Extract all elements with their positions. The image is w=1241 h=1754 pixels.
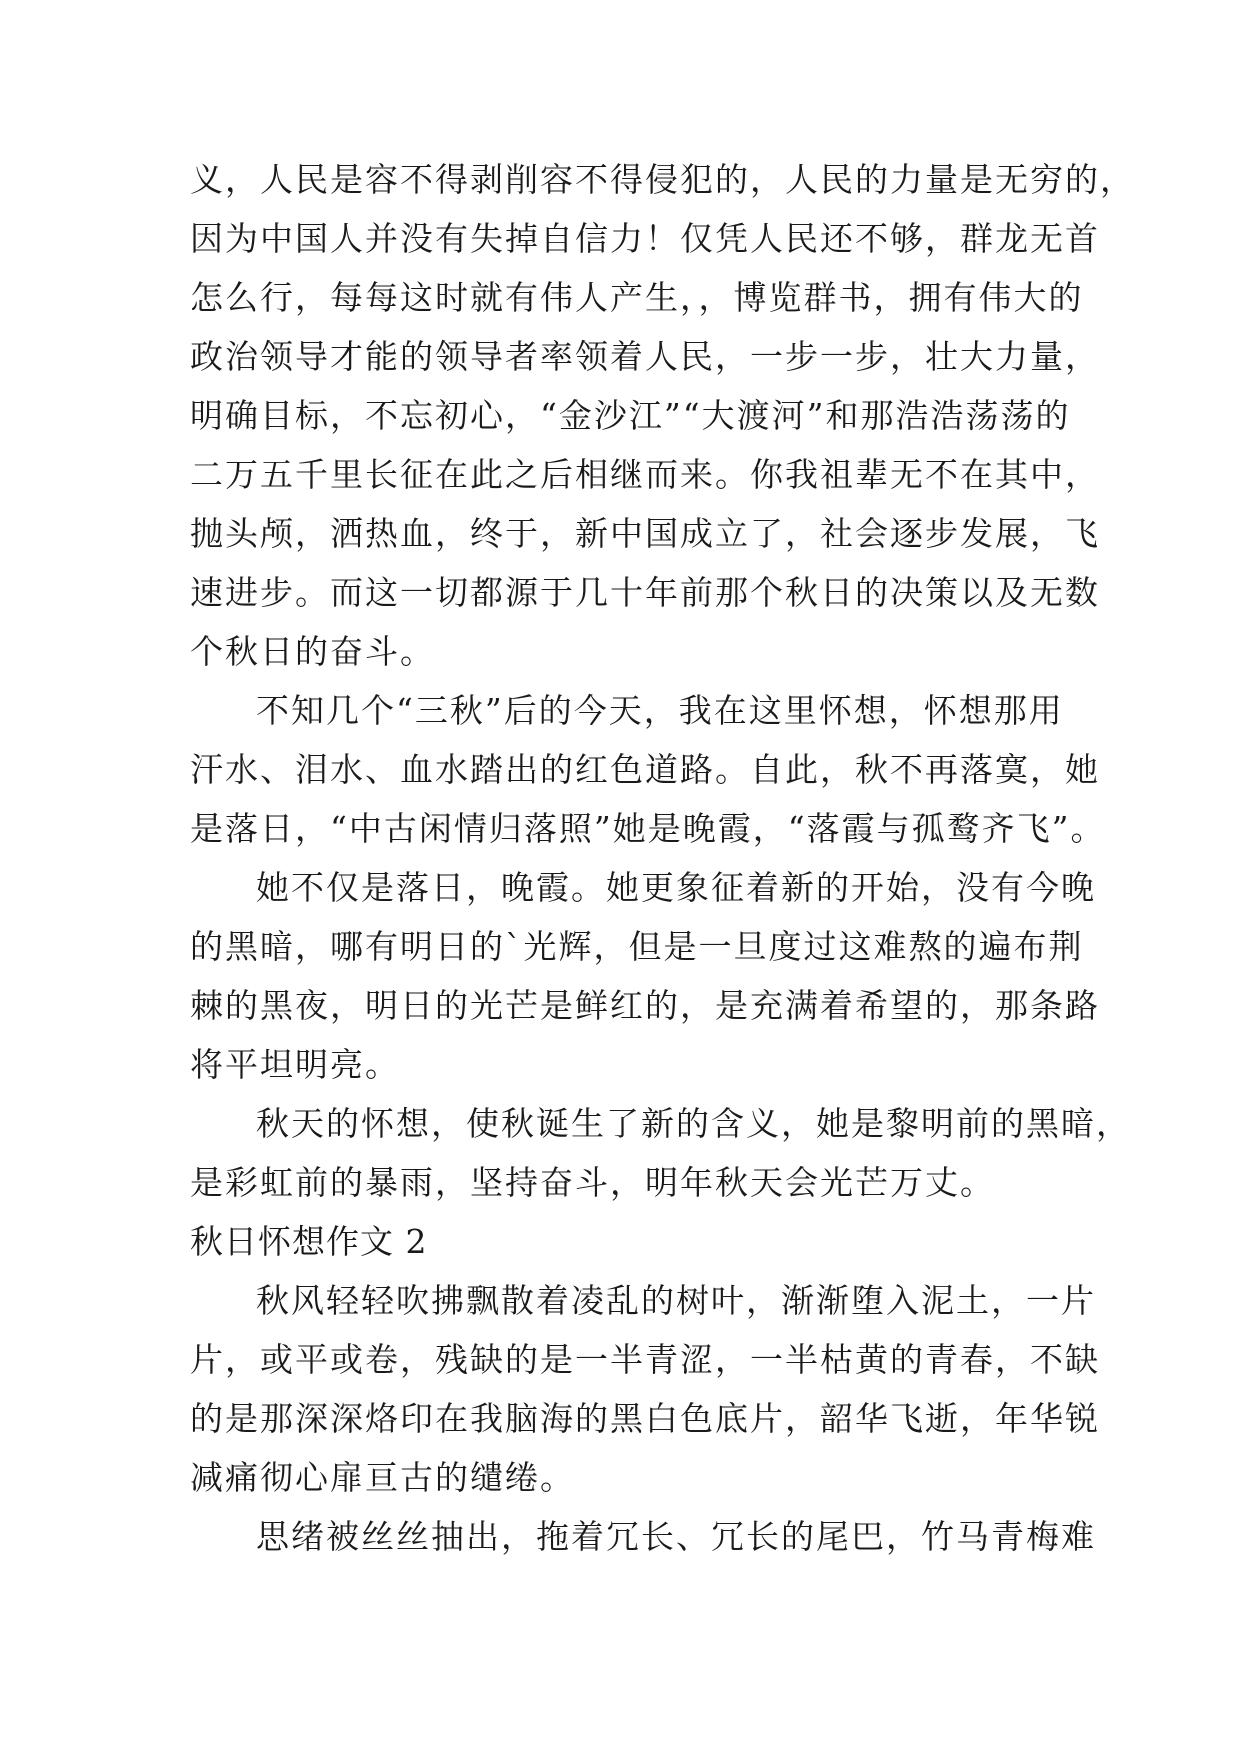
document-page <box>190 150 1135 1566</box>
text-line: 速进步。而这一切都源于几十年前那个秋日的决策以及无数 <box>190 573 1100 612</box>
text-line: 秋天的怀想，使秋诞生了新的含义，她是黎明前的黑暗， <box>256 1104 1131 1143</box>
section-heading: 秋日怀想作文 2 <box>190 1222 428 1261</box>
text-line: 明确目标，不忘初心，“金沙江”“大渡河”和那浩浩荡荡的 <box>190 396 1071 435</box>
text-line: 思绪被丝丝抽出，拖着冗长、冗长的尾巴，竹马青梅难 <box>256 1517 1096 1556</box>
text-line: 的黑暗，哪有明日的`光辉，但是一旦度过这难熬的遍布荆 <box>190 927 1084 966</box>
text-line: 将平坦明亮。 <box>190 1045 400 1084</box>
text-line: 片，或平或卷，残缺的是一半青涩，一半枯黄的青春，不缺 <box>190 1340 1100 1379</box>
text-line: 是落日，“中古闲情归落照”她是晚霞，“落霞与孤鹜齐飞”。 <box>190 809 1106 848</box>
text-line: 的是那深深烙印在我脑海的黑白色底片，韶华飞逝，年华锐 <box>190 1399 1100 1438</box>
text-line: 不知几个“三秋”后的今天，我在这里怀想，怀想那用 <box>256 691 1064 730</box>
text-line: 怎么行，每每这时就有伟人产生，，博览群书，拥有伟大的 <box>190 278 1084 317</box>
text-line: 义，人民是容不得剥削容不得侵犯的，人民的力量是无穷的， <box>190 160 1135 199</box>
text-line: 减痛彻心扉亘古的缱绻。 <box>190 1458 575 1497</box>
text-line: 因为中国人并没有失掉自信力！仅凭人民还不够，群龙无首 <box>190 219 1100 258</box>
text-line: 二万五千里长征在此之后相继而来。你我祖辈无不在其中， <box>190 455 1100 494</box>
text-line: 个秋日的奋斗。 <box>190 632 435 671</box>
text-line: 汗水、泪水、血水踏出的红色道路。自此，秋不再落寞，她 <box>190 750 1100 789</box>
text-line: 抛头颅，洒热血，终于，新中国成立了，社会逐步发展，飞 <box>190 514 1100 553</box>
text-line: 她不仅是落日，晚霞。她更象征着新的开始，没有今晚 <box>256 868 1096 907</box>
text-line: 政治领导才能的领导者率领着人民，一步一步，壮大力量， <box>190 337 1100 376</box>
text-line: 秋风轻轻吹拂飘散着凌乱的树叶，渐渐堕入泥土，一片 <box>256 1281 1096 1320</box>
text-line: 是彩虹前的暴雨，坚持奋斗，明年秋天会光芒万丈。 <box>190 1163 995 1202</box>
text-line: 棘的黑夜，明日的光芒是鲜红的，是充满着希望的，那条路 <box>190 986 1100 1025</box>
